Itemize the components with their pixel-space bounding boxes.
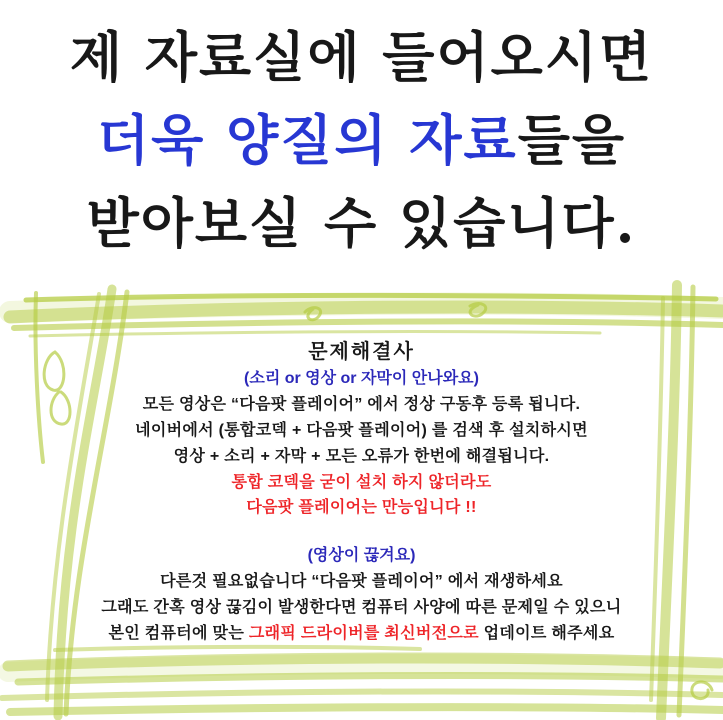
- headline-line-1: 제 자료실에 들어오시면: [69, 25, 654, 89]
- headline-line-3: 받아보실 수 있습니다.: [86, 191, 637, 255]
- stutter-line-3-suffix: 업데이트 해주세요: [478, 625, 615, 642]
- box-title: 문제해결사: [308, 341, 415, 363]
- troubleshooter-box: [0, 338, 723, 647]
- audio-section-warning-1: 통합 코덱을 굳이 설치 하지 않더라도: [231, 474, 492, 491]
- sketch-border-bottom: [2, 647, 723, 712]
- stutter-section-line-3: [0, 621, 723, 647]
- stutter-section-header: (영상이 끊겨요): [307, 547, 416, 564]
- headline: [0, 16, 723, 265]
- audio-section-line-3: 영상 + 소리 + 자막 + 모든 오류가 한번에 해결됩니다.: [173, 448, 550, 465]
- headline-line-2: [0, 99, 723, 182]
- stutter-line-3-highlight: 그래픽 드라이버를 최신버전으로: [248, 625, 479, 642]
- stutter-section-line-1: 다른것 필요없습니다 “다음팟 플레이어” 에서 재생하세요: [160, 573, 563, 590]
- section-gap: [0, 520, 723, 543]
- headline-line-2-highlight: 더욱 양질의 자료: [96, 108, 518, 172]
- audio-section-warning-2: 다음팟 플레이어는 만능입니다 !!: [246, 499, 477, 516]
- headline-line-2-rest: 들을: [517, 108, 627, 172]
- audio-section-header: (소리 or 영상 or 자막이 안나와요): [244, 370, 479, 387]
- stutter-section-line-2: 그래도 간혹 영상 끊김이 발생한다면 컴퓨터 사양에 따른 문제일 수 있으니: [101, 599, 622, 616]
- sketch-border-top: [10, 295, 723, 336]
- stutter-line-3-prefix: 본인 컴퓨터에 맞는: [108, 625, 249, 642]
- audio-section-line-2: 네이버에서 (통합코덱 + 다음팟 플레이어) 를 검색 후 설치하시면: [135, 422, 588, 439]
- audio-section-line-1: 모든 영상은 “다음팟 플레이어” 에서 정상 구동후 등록 됩니다.: [142, 396, 581, 413]
